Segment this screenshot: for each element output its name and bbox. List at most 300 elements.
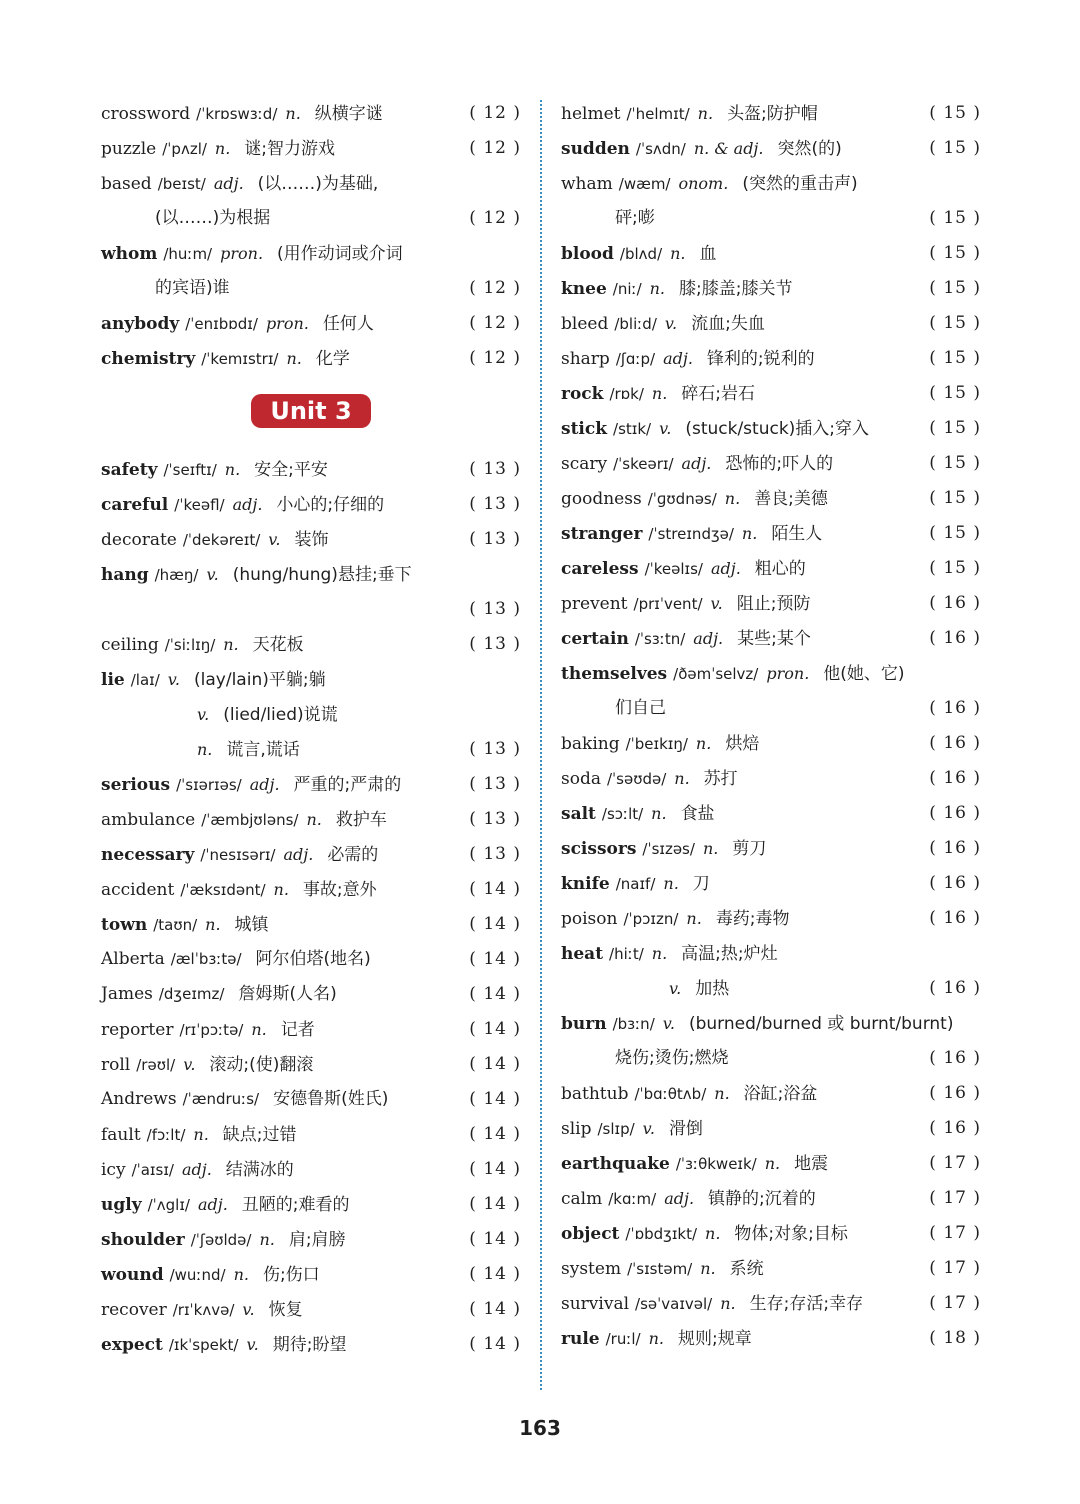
- entry-meaning: 天花板: [252, 635, 304, 655]
- vocab-entry: [561, 376, 981, 411]
- entry-pos: n.: [273, 880, 289, 899]
- entry-pos: n.: [670, 244, 686, 263]
- vocab-entry: [561, 166, 981, 201]
- vocab-entry: [101, 487, 521, 522]
- entry-phonetic: /ˈæksɪdənt/: [180, 881, 266, 899]
- entry-meaning: 们自己: [615, 698, 666, 718]
- entry-pos: adj.: [249, 775, 280, 794]
- vocab-entry: [561, 1286, 981, 1321]
- entry-page-ref: ( 15 ): [929, 418, 981, 438]
- vocab-entry: [561, 1006, 981, 1041]
- entry-word: sharp: [561, 349, 610, 369]
- entry-meaning: 高温;热;炉灶: [681, 944, 778, 964]
- entry-phonetic: /stɪk/: [613, 420, 652, 438]
- entry-continuation: [561, 201, 981, 236]
- entry-phonetic: /ˈɡʊdnəs/: [647, 490, 717, 508]
- entry-meaning: 物体;对象;目标: [734, 1224, 848, 1244]
- vocab-entry: [101, 977, 521, 1012]
- entry-page-ref: ( 14 ): [469, 949, 521, 969]
- vocab-entry: [101, 872, 521, 907]
- entry-word: earthquake: [561, 1154, 670, 1174]
- entry-pos: adj.: [693, 629, 724, 648]
- vocab-entry: [101, 627, 521, 662]
- entry-meaning: 肩;肩膀: [288, 1230, 346, 1250]
- entry-page-ref: ( 14 ): [469, 1264, 521, 1284]
- vocab-entry: [101, 942, 521, 977]
- entry-page-ref: ( 16 ): [929, 768, 981, 788]
- entry-word: wham: [561, 174, 613, 194]
- vocab-entry: [101, 767, 521, 802]
- entry-phonetic: /ˈʌglɪ/: [147, 1196, 190, 1214]
- entry-pos: n.: [306, 810, 322, 829]
- entry-page-ref: ( 14 ): [469, 984, 521, 1004]
- entry-pos: v.: [206, 565, 219, 584]
- vocab-entry: [101, 131, 521, 166]
- entry-word: necessary: [101, 845, 195, 865]
- entry-page-ref: ( 14 ): [469, 1019, 521, 1039]
- vocab-entry: [561, 656, 981, 691]
- entry-page-ref: ( 15 ): [929, 243, 981, 263]
- entry-meaning: 锋利的;锐利的: [706, 349, 815, 369]
- entry-phonetic: /ˈdekəreɪt/: [182, 531, 261, 549]
- entry-word: roll: [101, 1055, 131, 1075]
- entry-pos: adj.: [663, 349, 693, 368]
- entry-phonetic: /ˈsɪərɪəs/: [176, 776, 242, 794]
- entry-word: sudden: [561, 139, 630, 159]
- entry-pos: adj.: [197, 1195, 228, 1214]
- entry-phonetic: /ˈstreɪndʒə/: [648, 525, 734, 543]
- entry-continuation: [561, 691, 981, 726]
- entry-meaning: 的宾语)谁: [155, 278, 230, 298]
- entry-page-ref: ( 15 ): [929, 313, 981, 333]
- entry-word: icy: [101, 1160, 126, 1180]
- entry-meaning: 头盔;防护帽: [727, 104, 818, 124]
- entry-meaning: 恢复: [268, 1300, 303, 1320]
- entry-word: serious: [101, 775, 171, 795]
- entry-pos: onom.: [678, 174, 729, 193]
- vocab-entry: [561, 131, 981, 166]
- entry-page-ref: ( 15 ): [929, 523, 981, 543]
- vocab-list-right: [561, 96, 981, 1356]
- vocab-list-unit-2-tail: [101, 96, 521, 376]
- entry-phonetic: /fɔːlt/: [146, 1126, 186, 1144]
- entry-meaning: 血: [699, 244, 717, 264]
- entry-page-ref: ( 17 ): [929, 1293, 981, 1313]
- entry-page-ref: ( 13 ): [469, 739, 521, 759]
- vocab-entry: [101, 907, 521, 942]
- entry-pos: v.: [268, 530, 281, 549]
- entry-pos: v.: [183, 1055, 196, 1074]
- entry-page-ref: ( 16 ): [929, 628, 981, 648]
- entry-phonetic: /ˈsɜːtn/: [634, 630, 686, 648]
- vocab-entry: [101, 1187, 521, 1222]
- entry-word: ugly: [101, 1195, 142, 1215]
- entry-phonetic: /ˈskeərɪ/: [613, 455, 674, 473]
- entry-phonetic: /ˈaɪsɪ/: [131, 1161, 174, 1179]
- entry-meaning: 食盐: [680, 804, 715, 824]
- entry-word: poison: [561, 909, 618, 929]
- entry-phonetic: /rɒk/: [609, 385, 644, 403]
- entry-word: soda: [561, 769, 601, 789]
- entry-meaning: 浴缸;浴盆: [743, 1084, 818, 1104]
- entry-pos: v.: [197, 705, 210, 724]
- entry-word: wound: [101, 1265, 164, 1285]
- entry-word: careful: [101, 495, 169, 515]
- entry-word: James: [101, 984, 153, 1004]
- entry-word: blood: [561, 244, 614, 264]
- entry-word: decorate: [101, 530, 177, 550]
- entry-phonetic: /taʊn/: [153, 916, 198, 934]
- entry-phonetic: /ˈkemɪstrɪ/: [201, 350, 279, 368]
- entry-page-ref: ( 15 ): [929, 488, 981, 508]
- entry-phonetic: /ɪkˈspekt/: [168, 1336, 239, 1354]
- entry-word: crossword: [101, 104, 191, 124]
- entry-word: scary: [561, 454, 608, 474]
- vocab-entry: [101, 306, 521, 341]
- entry-phonetic: /hiːt/: [609, 945, 644, 963]
- entry-word: stick: [561, 419, 608, 439]
- entry-page-ref: ( 15 ): [929, 103, 981, 123]
- entry-meaning: 流血;失血: [691, 314, 765, 334]
- entry-phonetic: /ˈpɔɪzn/: [623, 910, 679, 928]
- entry-phonetic: /ˈbɑːθtʌb/: [634, 1085, 707, 1103]
- vocab-entry: [561, 586, 981, 621]
- entry-page-ref: ( 13 ): [469, 634, 521, 654]
- entry-pos: n.: [686, 909, 702, 928]
- entry-phonetic: /ˈsəʊdə/: [606, 770, 667, 788]
- vocab-entry: [101, 522, 521, 557]
- entry-word: slip: [561, 1119, 592, 1139]
- entry-pos: n.: [223, 635, 239, 654]
- entry-word: reporter: [101, 1020, 174, 1040]
- entry-word: survival: [561, 1294, 630, 1314]
- entry-meaning: 严重的;严肃的: [293, 775, 402, 795]
- entry-page-ref: ( 13 ): [469, 529, 521, 549]
- entry-pos: pron.: [766, 664, 810, 683]
- entry-pos: n.: [205, 915, 221, 934]
- entry-pos: n. & adj.: [693, 139, 764, 158]
- entry-pos: pron.: [265, 314, 309, 333]
- entry-word: rule: [561, 1329, 600, 1349]
- vocab-entry: [561, 831, 981, 866]
- entry-phonetic: /wuːnd/: [169, 1266, 226, 1284]
- entry-pos: v.: [246, 1335, 259, 1354]
- vocab-entry: [561, 866, 981, 901]
- entry-phonetic: /ˈsiːlɪŋ/: [164, 636, 216, 654]
- entry-pos: n.: [286, 349, 302, 368]
- entry-meaning: (以……)为基础,: [257, 174, 379, 194]
- entry-pos: n.: [720, 1294, 736, 1313]
- entry-pos: pron.: [220, 244, 264, 263]
- entry-pos: n.: [700, 1259, 716, 1278]
- vocab-entry: [561, 306, 981, 341]
- vocab-entry: [561, 236, 981, 271]
- entry-pos: adj.: [710, 559, 741, 578]
- entry-page-ref: ( 16 ): [929, 838, 981, 858]
- vocab-entry: [101, 557, 521, 592]
- entry-page-ref: ( 12 ): [469, 103, 521, 123]
- entry-meaning: (hung/hung)悬挂;垂下: [232, 565, 412, 585]
- entry-pos: n.: [224, 460, 241, 479]
- entry-meaning: (lay/lain)平躺;躺: [194, 670, 326, 690]
- entry-page-ref: ( 17 ): [929, 1223, 981, 1243]
- entry-meaning: 谎言,谎话: [226, 740, 300, 760]
- entry-page-ref: ( 13 ): [469, 774, 521, 794]
- entry-word: prevent: [561, 594, 628, 614]
- entry-meaning: 结满冰的: [225, 1160, 294, 1180]
- entry-meaning: 詹姆斯(人名): [238, 984, 337, 1004]
- entry-page-ref: ( 16 ): [929, 733, 981, 753]
- entry-meaning: 刀: [692, 874, 710, 894]
- entry-page-ref: ( 13 ): [469, 844, 521, 864]
- vocab-entry: [561, 1076, 981, 1111]
- entry-meaning: 纵横字谜: [314, 104, 383, 124]
- entry-meaning: 缺点;过错: [222, 1125, 297, 1145]
- vocab-entry: [101, 1082, 521, 1117]
- entry-page-ref: ( 17 ): [929, 1153, 981, 1173]
- entry-pos: v.: [642, 1119, 655, 1138]
- entry-pos: n.: [674, 769, 690, 788]
- entry-meaning: 装饰: [294, 530, 329, 550]
- entry-phonetic: /slɪp/: [597, 1120, 635, 1138]
- entry-phonetic: /huːm/: [163, 245, 213, 263]
- entry-pos: n.: [764, 1154, 781, 1173]
- column-divider: [540, 100, 542, 1390]
- entry-phonetic: /prɪˈvent/: [633, 595, 703, 613]
- entry-page-ref: ( 15 ): [929, 138, 981, 158]
- entry-page-ref: ( 14 ): [469, 879, 521, 899]
- entry-page-ref: ( 13 ): [469, 599, 521, 619]
- entry-word: salt: [561, 804, 596, 824]
- entry-word: shoulder: [101, 1230, 185, 1250]
- entry-page-ref: ( 14 ): [469, 1054, 521, 1074]
- entry-meaning: 苏打: [703, 769, 738, 789]
- entry-phonetic: /ˈæmbjʊləns/: [201, 811, 299, 829]
- entry-phonetic: /sɔːlt/: [601, 805, 644, 823]
- entry-page-ref: ( 13 ): [469, 459, 521, 479]
- entry-word: bathtub: [561, 1084, 629, 1104]
- vocab-entry: [561, 516, 981, 551]
- vocab-entry: [561, 271, 981, 306]
- entry-page-ref: ( 12 ): [469, 278, 521, 298]
- entry-meaning: 毒药;毒物: [715, 909, 790, 929]
- entry-sense: [561, 971, 981, 1006]
- vocab-entry: [561, 1216, 981, 1251]
- vocab-entry: [561, 621, 981, 656]
- entry-word: Andrews: [101, 1089, 177, 1109]
- entry-word: rock: [561, 384, 604, 404]
- entry-meaning: 生存;存活;幸存: [749, 1294, 864, 1314]
- entry-phonetic: /ælˈbɜːtə/: [170, 950, 242, 968]
- entry-word: object: [561, 1224, 620, 1244]
- entry-phonetic: /ˈkrɒswɜːd/: [196, 105, 278, 123]
- entry-phonetic: /rɪˈkʌvə/: [172, 1301, 235, 1319]
- entry-page-ref: ( 18 ): [929, 1328, 981, 1348]
- entry-meaning: 某些;某个: [737, 629, 811, 649]
- entry-pos: n.: [651, 804, 667, 823]
- entry-word: expect: [101, 1335, 163, 1355]
- entry-phonetic: /kɑːm/: [608, 1190, 657, 1208]
- entry-page-ref: ( 15 ): [929, 453, 981, 473]
- entry-page-ref: ( 15 ): [929, 383, 981, 403]
- entry-pos: adj.: [181, 1160, 212, 1179]
- entry-page-ref: ( 15 ): [929, 558, 981, 578]
- vocab-entry: [561, 96, 981, 131]
- entry-meaning: 加热: [695, 979, 730, 999]
- entry-phonetic: /ʃɑːp/: [615, 350, 656, 368]
- entry-pos: n.: [741, 524, 758, 543]
- entry-phonetic: /hæŋ/: [154, 566, 199, 584]
- entry-page-ref: ( 15 ): [929, 348, 981, 368]
- entry-phonetic: /ˈkeəfl/: [174, 496, 225, 514]
- entry-page-ref: ( 17 ): [929, 1258, 981, 1278]
- vocab-list-unit-3: [101, 452, 521, 1362]
- entry-meaning: 善良;美德: [754, 489, 828, 509]
- vocab-entry: [561, 726, 981, 761]
- entry-meaning: (突然的重击声): [742, 174, 858, 194]
- entry-phonetic: /ˈɒbdʒɪkt/: [625, 1225, 698, 1243]
- entry-page-ref: ( 16 ): [929, 1048, 981, 1068]
- entry-meaning: 记者: [280, 1020, 315, 1040]
- vocab-entry: [101, 341, 521, 376]
- vocab-entry: [101, 1047, 521, 1082]
- entry-page-ref: ( 12 ): [469, 138, 521, 158]
- entry-meaning: 粗心的: [754, 559, 806, 579]
- vocab-entry: [561, 1321, 981, 1356]
- entry-meaning: 滚动;(使)翻滚: [209, 1055, 314, 1075]
- entry-page-ref: ( 15 ): [929, 208, 981, 228]
- entry-page-ref: ( 12 ): [469, 348, 521, 368]
- entry-sense: [101, 697, 521, 732]
- entry-continuation: [561, 1041, 981, 1076]
- entry-pos: n.: [259, 1230, 275, 1249]
- entry-word: whom: [101, 244, 158, 264]
- entry-pos: n.: [197, 740, 213, 759]
- vocab-entry: [561, 1111, 981, 1146]
- entry-phonetic: /ˈhelmɪt/: [626, 105, 690, 123]
- entry-page-ref: ( 13 ): [469, 809, 521, 829]
- entry-phonetic: /ˈɜːθkweɪk/: [675, 1155, 757, 1173]
- entry-word: Alberta: [101, 949, 165, 969]
- entry-word: based: [101, 174, 152, 194]
- vocab-entry: [561, 796, 981, 831]
- entry-meaning: 系统: [729, 1259, 764, 1279]
- entry-meaning: 烘焙: [725, 734, 760, 754]
- entry-word: system: [561, 1259, 622, 1279]
- entry-word: calm: [561, 1189, 603, 1209]
- entry-page-ref: ( 16 ): [929, 873, 981, 893]
- entry-pos: adj.: [213, 174, 244, 193]
- vocab-entry: [561, 936, 981, 971]
- entry-pos: n.: [651, 384, 668, 403]
- entry-word: baking: [561, 734, 620, 754]
- entry-meaning: 陌生人: [771, 524, 823, 544]
- entry-phonetic: /bɜːn/: [612, 1015, 655, 1033]
- entry-pos: n.: [233, 1265, 249, 1284]
- vocab-entry: [101, 166, 521, 201]
- entry-phonetic: /rɪˈpɔːtə/: [179, 1021, 244, 1039]
- entry-meaning: 事故;意外: [302, 880, 377, 900]
- entry-continuation: [101, 271, 521, 306]
- entry-meaning: 碎石;岩石: [681, 384, 756, 404]
- entry-pos: n.: [663, 874, 679, 893]
- vocab-entry: [101, 452, 521, 487]
- entry-phonetic: /ˈenɪbɒdɪ/: [185, 315, 258, 333]
- entry-meaning: 剪刀: [732, 839, 767, 859]
- entry-word: burn: [561, 1014, 607, 1034]
- entry-meaning: (以……)为根据: [155, 208, 271, 228]
- entry-page-ref: ( 13 ): [469, 494, 521, 514]
- entry-continuation: [101, 201, 521, 236]
- entry-phonetic: /ˈændruːs/: [182, 1090, 260, 1108]
- entry-phonetic: /niː/: [612, 280, 642, 298]
- entry-pos: n.: [649, 279, 666, 298]
- entry-pos: n.: [285, 104, 301, 123]
- entry-pos: n.: [193, 1125, 209, 1144]
- entry-page-ref: ( 16 ): [929, 1118, 981, 1138]
- entry-meaning: 必需的: [327, 845, 379, 865]
- entry-pos: v.: [710, 594, 723, 613]
- entry-word: town: [101, 915, 148, 935]
- entry-meaning: 城镇: [234, 915, 269, 935]
- entry-pos: v.: [662, 1014, 675, 1033]
- entry-phonetic: /ruːl/: [605, 1330, 641, 1348]
- entry-meaning: 伤;伤口: [262, 1265, 320, 1285]
- entry-meaning: 安德鲁斯(姓氏): [273, 1089, 389, 1109]
- entry-phonetic: /dʒeɪmz/: [158, 985, 225, 1003]
- entry-page-ref: ( 14 ): [469, 1229, 521, 1249]
- entry-pos: n.: [705, 1224, 721, 1243]
- entry-page-ref: ( 16 ): [929, 803, 981, 823]
- entry-pos: v.: [664, 314, 678, 333]
- entry-word: ceiling: [101, 635, 159, 655]
- entry-word: hang: [101, 565, 149, 585]
- entry-word: bleed: [561, 314, 609, 334]
- entry-page-ref: ( 16 ): [929, 908, 981, 928]
- entry-meaning: 规则;规章: [678, 1329, 752, 1349]
- entry-phonetic: /wæm/: [618, 175, 671, 193]
- entry-phonetic: /beɪst/: [157, 175, 206, 193]
- entry-word: stranger: [561, 524, 643, 544]
- entry-word: puzzle: [101, 139, 157, 159]
- vocab-entry: [101, 1292, 521, 1327]
- entry-word: safety: [101, 460, 158, 480]
- vocab-entry: [561, 761, 981, 796]
- vocab-entry: [561, 1146, 981, 1181]
- entry-word: ambulance: [101, 810, 196, 830]
- page-number: 163: [519, 1416, 561, 1440]
- entry-word: certain: [561, 629, 629, 649]
- entry-meaning: 滑倒: [668, 1119, 703, 1139]
- entry-phonetic: /naɪf/: [615, 875, 656, 893]
- entry-page-ref: ( 16 ): [929, 1083, 981, 1103]
- entry-sense: [101, 732, 521, 767]
- entry-phonetic: /laɪ/: [130, 671, 160, 689]
- entry-meaning: 烧伤;烫伤;燃烧: [615, 1048, 729, 1068]
- entry-meaning: 化学: [315, 349, 350, 369]
- entry-word: helmet: [561, 104, 621, 124]
- vocab-entry: [101, 236, 521, 271]
- entry-meaning: 期待;盼望: [272, 1335, 347, 1355]
- entry-phonetic: /ˈnesɪsərɪ/: [200, 846, 276, 864]
- entry-page-ref: ( 14 ): [469, 1089, 521, 1109]
- vocab-entry: [101, 802, 521, 837]
- vocab-entry: [101, 1257, 521, 1292]
- entry-word: goodness: [561, 489, 642, 509]
- vocab-entry: [101, 1152, 521, 1187]
- entry-meaning: (用作动词或介词: [277, 244, 403, 264]
- entry-pos: n.: [251, 1020, 267, 1039]
